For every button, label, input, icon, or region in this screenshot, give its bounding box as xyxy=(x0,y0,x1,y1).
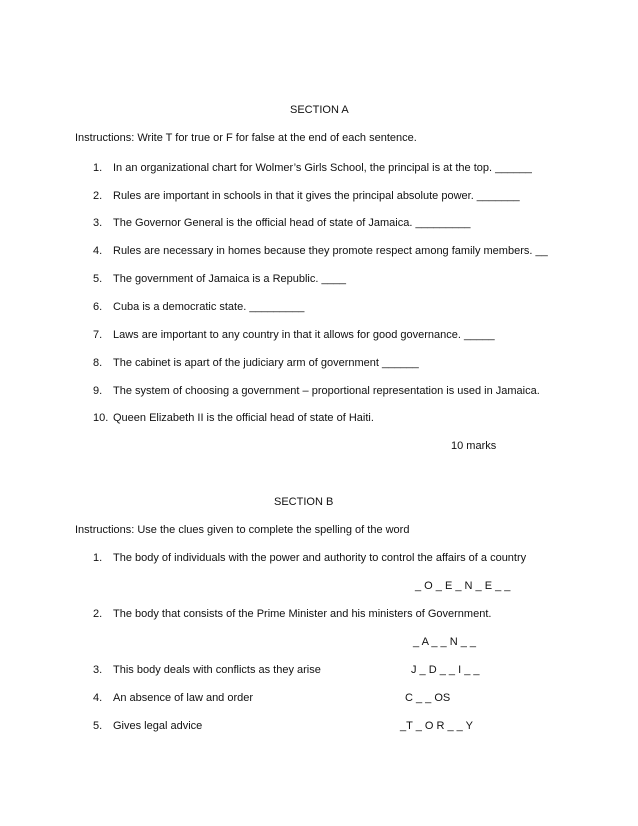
section-a-instructions: Instructions: Write T for true or F for false at the end of each sentence. xyxy=(75,132,417,144)
clue-number: 4. xyxy=(93,692,103,704)
question-text: In an organizational chart for Wolmer’s Girls School, the principal is at the top. ______ xyxy=(113,162,532,174)
question-text: Laws are important to any country in that it allows for good governance. _____ xyxy=(113,329,495,341)
question-number: 1. xyxy=(93,162,103,174)
question-text: Rules are necessary in homes because they promote respect among family members. __ xyxy=(113,245,548,257)
question-text: Queen Elizabeth II is the official head of state of Haiti. xyxy=(113,412,374,424)
clue-number: 2. xyxy=(93,608,103,620)
question-number: 3. xyxy=(93,217,103,229)
clue-text: The body of individuals with the power and authority to control the affairs of a country xyxy=(113,552,527,564)
clue-text: This body deals with conflicts as they arise xyxy=(113,664,321,676)
question-text: The Governor General is the official head of state of Jamaica. _________ xyxy=(113,217,471,229)
question-text: Cuba is a democratic state. _________ xyxy=(113,301,305,313)
clue-text: The body that consists of the Prime Minister and his ministers of Government. xyxy=(113,608,492,620)
clue-text: An absence of law and order xyxy=(113,692,254,704)
question-text: The government of Jamaica is a Republic. ____ xyxy=(113,273,346,285)
question-text: The cabinet is apart of the judiciary arm of government ______ xyxy=(113,357,419,369)
question-text: The system of choosing a government – proportional representation is used in Jamaica. xyxy=(113,385,540,397)
question-number: 9. xyxy=(93,385,103,397)
section-a-heading: SECTION A xyxy=(290,104,349,116)
question-number: 8. xyxy=(93,357,103,369)
question-number: 4. xyxy=(93,245,103,257)
clue-text: Gives legal advice xyxy=(113,720,203,732)
question-number: 2. xyxy=(93,190,103,202)
answer-pattern: C _ _ OS xyxy=(405,692,451,704)
answer-pattern: _ O _ E _ N _ E _ _ xyxy=(415,580,511,592)
clue-number: 1. xyxy=(93,552,103,564)
marks-label: 10 marks xyxy=(451,440,497,452)
answer-pattern: _ A _ _ N _ _ xyxy=(413,636,476,648)
answer-pattern: _T _ O R _ _ Y xyxy=(400,720,473,732)
clue-number: 5. xyxy=(93,720,103,732)
clue-number: 3. xyxy=(93,664,103,676)
answer-pattern: J _ D _ _ I _ _ xyxy=(411,664,480,676)
question-number: 7. xyxy=(93,329,103,341)
section-b-instructions: Instructions: Use the clues given to complete the spelling of the word xyxy=(75,524,410,536)
question-number: 6. xyxy=(93,301,103,313)
question-number: 10. xyxy=(93,412,109,424)
question-number: 5. xyxy=(93,273,103,285)
question-text: Rules are important in schools in that it gives the principal absolute power. _______ xyxy=(113,190,520,202)
section-b-heading: SECTION B xyxy=(274,496,334,508)
